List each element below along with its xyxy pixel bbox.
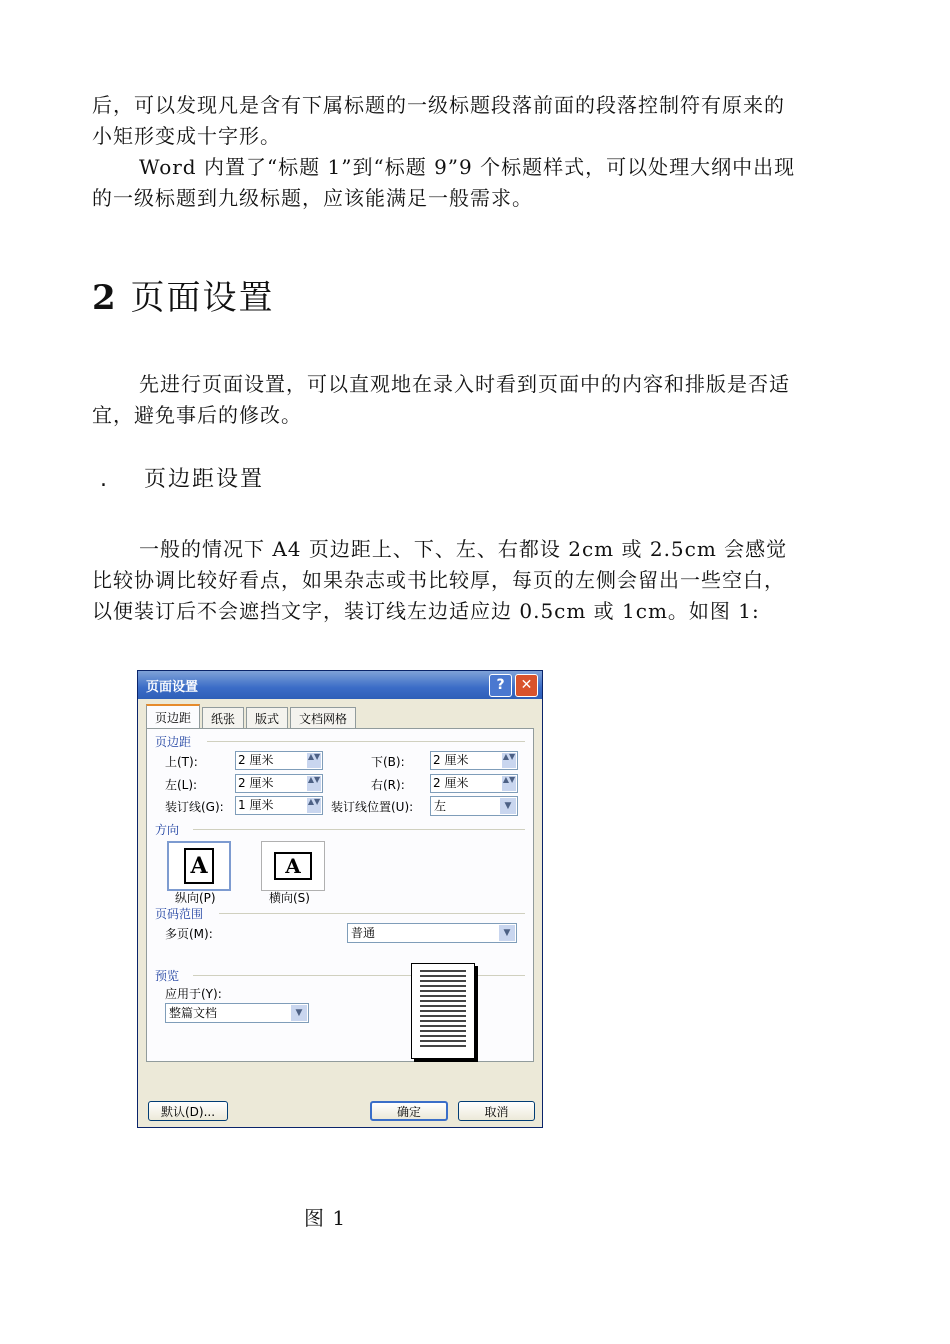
tab-paper[interactable]: 纸张 <box>202 707 244 728</box>
help-button[interactable]: ? <box>489 674 512 697</box>
left-margin-label: 左(L): <box>165 778 198 792</box>
body-paragraph-text: 先进行页面设置，可以直观地在录入时看到页面中的内容和排版是否适宜，避免事后的修改。 <box>92 372 790 427</box>
right-margin-label: 右(R): <box>371 778 405 792</box>
multiple-pages-value: 普通 <box>351 926 376 940</box>
subsection-heading <box>100 462 264 493</box>
left-margin-input[interactable] <box>235 774 323 793</box>
close-button[interactable]: ✕ <box>515 674 538 697</box>
body-paragraph: 后，可以发现凡是含有下属标题的一级标题段落前面的段落控制符有原来的小矩形变成十字形。 <box>92 93 785 148</box>
body-paragraph <box>92 152 802 214</box>
apply-to-value: 整篇文档 <box>169 1006 218 1020</box>
top-margin-input[interactable] <box>235 751 323 770</box>
tab-document-grid[interactable]: 文档网格 <box>290 707 356 728</box>
cancel-button[interactable]: 取消 <box>458 1101 535 1121</box>
orientation-group-label: 方向 <box>155 823 180 837</box>
body-paragraph-text: Word 内置了“标题 1”到“标题 9”9 个标题样式，可以处理大纲中出现的一级标题到九级标题，应该能满足一般需求。 <box>92 155 796 210</box>
multiple-pages-label: 多页(M): <box>165 927 213 941</box>
spinner-arrows-icon[interactable]: ▲▼ <box>307 798 321 813</box>
group-divider <box>219 913 525 914</box>
chevron-down-icon[interactable]: ▼ <box>291 1005 307 1021</box>
section-number: 2 <box>92 278 118 318</box>
spinner-arrows-icon[interactable]: ▲▼ <box>502 776 516 791</box>
gutter-label: 装订线(G): <box>165 800 224 814</box>
bottom-margin-value: 2 厘米 <box>433 753 469 767</box>
multiple-pages-select[interactable] <box>347 923 517 943</box>
right-margin-value: 2 厘米 <box>433 776 469 790</box>
preview-group-label: 预览 <box>155 969 180 983</box>
body-paragraph <box>92 534 802 627</box>
pages-group-label: 页码范围 <box>155 907 204 921</box>
right-margin-input[interactable] <box>430 774 518 793</box>
default-button[interactable]: 默认(D)... <box>148 1101 228 1121</box>
spinner-arrows-icon[interactable]: ▲▼ <box>307 753 321 768</box>
section-title: 页面设置 <box>130 278 275 318</box>
bottom-margin-label: 下(B): <box>371 755 405 769</box>
spinner-arrows-icon[interactable]: ▲▼ <box>502 753 516 768</box>
tab-layout[interactable]: 版式 <box>246 707 288 728</box>
top-margin-label: 上(T): <box>165 755 198 769</box>
tab-strip <box>146 707 358 729</box>
apply-to-select[interactable] <box>165 1003 309 1023</box>
body-paragraph-text: 一般的情况下 A4 页边距上、下、左、右都设 2cm 或 2.5cm 会感觉比较协调比较好看点，如果杂志或书比较厚，每页的左侧会留出一些空白，以便装订后不会遮挡文字，装订线左边适应边 0.5cm 或 1cm。如图 1: <box>92 537 788 623</box>
page-preview <box>411 963 475 1059</box>
gutter-position-value: 左 <box>434 799 447 813</box>
gutter-position-label: 装订线位置(U): <box>331 800 414 814</box>
group-divider <box>193 975 525 976</box>
ok-button[interactable]: 确定 <box>370 1101 448 1121</box>
landscape-page-icon: A <box>274 852 312 880</box>
page-setup-dialog <box>137 670 543 1128</box>
figure-caption: 图 1 <box>304 1206 347 1230</box>
top-margin-value: 2 厘米 <box>238 753 274 767</box>
margins-group-label: 页边距 <box>155 735 192 749</box>
landscape-label: 横向(S) <box>269 891 310 905</box>
chevron-down-icon[interactable]: ▼ <box>500 798 516 814</box>
body-paragraph <box>92 369 802 431</box>
left-margin-value: 2 厘米 <box>238 776 274 790</box>
gutter-value: 1 厘米 <box>238 798 274 812</box>
tab-panel <box>146 728 534 1062</box>
gutter-position-select[interactable] <box>430 796 518 816</box>
tab-margins[interactable]: 页边距 <box>146 704 200 729</box>
group-divider <box>193 829 525 830</box>
gutter-input[interactable] <box>235 796 323 815</box>
portrait-option[interactable] <box>167 841 231 891</box>
bottom-margin-input[interactable] <box>430 751 518 770</box>
landscape-option[interactable] <box>261 841 325 891</box>
spinner-arrows-icon[interactable]: ▲▼ <box>307 776 321 791</box>
dialog-titlebar[interactable] <box>138 671 542 699</box>
chevron-down-icon[interactable]: ▼ <box>499 925 515 941</box>
portrait-page-icon: A <box>184 848 214 884</box>
subsection-title: 页边距设置 <box>144 467 265 492</box>
dialog-title: 页面设置 <box>146 679 199 695</box>
subsection-bullet: . <box>100 467 109 492</box>
group-divider <box>207 741 525 742</box>
section-heading <box>92 270 274 319</box>
portrait-label: 纵向(P) <box>175 891 216 905</box>
apply-to-label: 应用于(Y): <box>165 987 222 1001</box>
